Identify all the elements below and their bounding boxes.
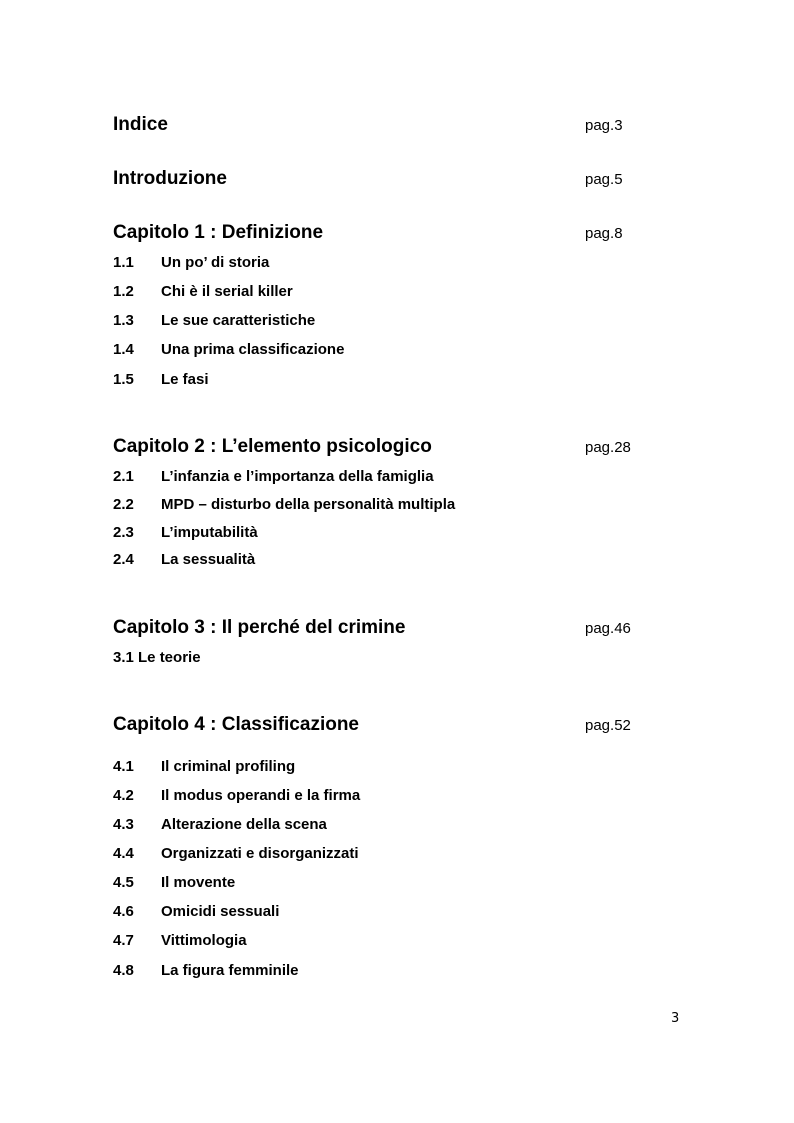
section-number: 4.5 <box>113 874 134 891</box>
section-number: 1.4 <box>113 341 134 358</box>
section-title: Le fasi <box>161 371 209 388</box>
section-number: 2.3 <box>113 524 134 541</box>
section-title: La sessualità <box>161 551 256 568</box>
section-title: Organizzati e disorganizzati <box>161 845 359 862</box>
toc-heading-chapter-1: Capitolo 1 : Definizione <box>113 222 324 243</box>
section-title: 3.1 Le teorie <box>113 649 201 666</box>
section-number: 2.4 <box>113 551 134 568</box>
section-number: 4.4 <box>113 845 134 862</box>
section-title: La figura femminile <box>161 962 299 979</box>
section-title: Omicidi sessuali <box>161 903 280 920</box>
section-number: 2.1 <box>113 468 134 485</box>
section-number: 1.5 <box>113 371 134 388</box>
toc-heading-introduzione: Introduzione <box>113 168 227 189</box>
page-number: 3 <box>671 1011 680 1026</box>
section-title: Una prima classificazione <box>161 341 345 358</box>
toc-page-introduzione: pag.5 <box>585 171 623 188</box>
section-title: Il criminal profiling <box>161 758 296 775</box>
section-number: 4.7 <box>113 932 134 949</box>
section-title: Un po’ di storia <box>161 254 270 271</box>
section-title: L’infanzia e l’importanza della famiglia <box>161 468 434 485</box>
toc-heading-chapter-3: Capitolo 3 : Il perché del crimine <box>113 617 406 638</box>
toc-page-chapter-2: pag.28 <box>585 439 631 456</box>
toc-page-chapter-1: pag.8 <box>585 225 623 242</box>
section-title: Alterazione della scena <box>161 816 327 833</box>
section-number: 1.1 <box>113 254 134 271</box>
toc-page-chapter-4: pag.52 <box>585 717 631 734</box>
section-title: L’imputabilità <box>161 524 258 541</box>
section-number: 1.2 <box>113 283 134 300</box>
toc-page-chapter-3: pag.46 <box>585 620 631 637</box>
section-number: 1.3 <box>113 312 134 329</box>
section-title: Le sue caratteristiche <box>161 312 316 329</box>
section-title: MPD – disturbo della personalità multipla <box>161 496 456 513</box>
section-title: Il movente <box>161 874 236 891</box>
section-number: 2.2 <box>113 496 134 513</box>
section-title: Vittimologia <box>161 932 247 949</box>
section-number: 4.1 <box>113 758 134 775</box>
section-title: Il modus operandi e la firma <box>161 787 361 804</box>
section-title: Chi è il serial killer <box>161 283 293 300</box>
toc-heading-chapter-4: Capitolo 4 : Classificazione <box>113 714 359 735</box>
section-number: 4.6 <box>113 903 134 920</box>
section-number: 4.3 <box>113 816 134 833</box>
toc-heading-indice: Indice <box>113 114 168 135</box>
section-number: 4.2 <box>113 787 134 804</box>
toc-heading-chapter-2: Capitolo 2 : L’elemento psicologico <box>113 436 432 457</box>
section-number: 4.8 <box>113 962 134 979</box>
toc-page-indice: pag.3 <box>585 117 623 134</box>
